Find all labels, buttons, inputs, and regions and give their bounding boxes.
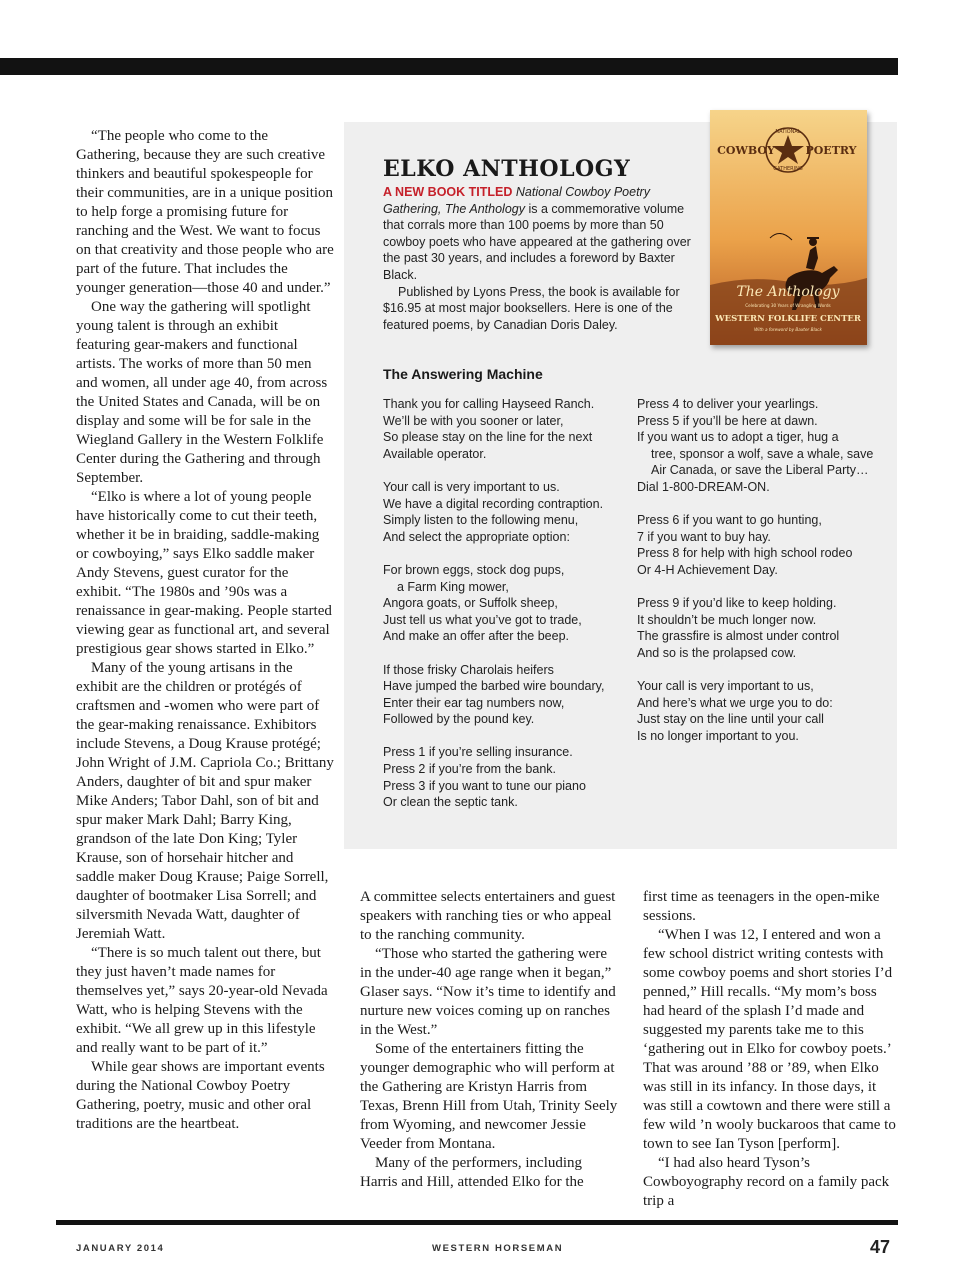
poem-line: Just tell us what you’ve got to trade, [383,612,582,627]
paragraph: Some of the entertainers fitting the younger demographic who will perform at the Gathering are Kristyn Harris from Texas, Brenn Hill from Utah, Trinity Seely from Wyoming, and newcomer Jessie Veeder from Montana. [360,1041,618,1152]
paragraph: One way the gathering will spotlight young talent is through an exhibit featuring gear-makers and functional artists. The works of more than 50 men and women, all under age 40, from across the United States and Canada, will be on display and some will be for sale in the Wiegland Gallery in the Western Folklife Center during the Gathering and through September. [76,299,328,486]
poem-line: Press 5 if you’ll be here at dawn. [637,413,818,428]
top-rule [0,58,898,75]
poem-line: 7 if you want to buy hay. [637,529,771,544]
poem-line: Press 6 if you want to go hunting, [637,513,822,528]
poem-line: And select the appropriate option: [383,529,570,544]
paragraph: “I had also heard Tyson’s Cowboyography record on a family pack trip a [643,1155,890,1209]
footer-date: JANUARY 2014 [76,1243,165,1254]
poem-line: a Farm King mower, [397,579,509,594]
paragraph: A committee selects entertainers and guest speakers with ranching ties or who appeal to the ranching community. [360,889,616,943]
intro-text: is a commemorative volume that corrals more than 100 poems by more than 50 cowboy poets who have appeared at the gathering over the past 30 years, and includes a foreword by Baxter Black. [383,201,691,282]
poem-line: Simply listen to the following menu, [383,513,579,528]
poem-line: Angora goats, or Suffolk sheep, [383,596,558,611]
logo-bottom: GATHERING [773,166,803,172]
sidebar-intro [383,184,693,333]
poem-line: Air Canada, or save the Liberal Party… [651,463,869,478]
book-cover-image [710,110,867,345]
poem-line: And make an offer after the beep. [383,629,570,644]
cover-foreword: With a foreword by Baxter Black [754,327,822,332]
poem-line: Press 2 if you’re from the bank. [383,762,556,777]
footer-publication: WESTERN HORSEMAN [432,1243,564,1254]
poem-line: Your call is very important to us, [637,679,814,694]
logo-left: COWBOY [717,144,775,157]
poem-line: Press 9 if you’d like to keep holding. [637,596,837,611]
poem-line: Press 8 for help with high school rodeo [637,546,853,561]
sidebar-title: ELKO ANTHOLOGY [383,156,631,182]
cover-subtitle: Celebrating 30 Years of Wrangling Words [745,303,831,308]
paragraph: first time as teenagers in the open-mike sessions. [643,889,880,924]
book-cover-art [710,110,867,345]
bottom-rule [56,1220,898,1225]
poem-line: tree, sponsor a wolf, save a whale, save [651,446,874,461]
paragraph: “Those who started the gathering were in the under-40 age range when it began,” Glaser says. “Now it’s time to identify and nurture new voices coming up on ranches in the West.” [360,946,616,1038]
page-number: 47 [870,1237,891,1257]
poem-line: Press 1 if you’re selling insurance. [383,745,573,760]
poem-line: If those frisky Charolais heifers [383,662,554,677]
poem-line: We have a digital recording contraption. [383,496,604,511]
paragraph: “Elko is where a lot of young people have historically come to cut their teeth, whether it be in braiding, saddle-making or cowboying,” says Elko saddle maker Andy Stevens, guest curator for the exhibit. “The 1980s and ’90s was a renaissance in gear-making. People started viewing gear as functional art, and several prestigious gear shows started in Elko.” [76,489,332,657]
article-column-2 [360,888,618,1192]
poem-line: We’ll be with you sooner or later, [383,413,564,428]
poem-line: The grassfire is almost under control [637,629,840,644]
poem-line: Have jumped the barbed wire boundary, [383,679,605,694]
paragraph: “There is so much talent out there, but they just haven’t made names for themselves yet,” says 20-year-old Nevada Watt, who is helping Stevens with the exhibit. “We all grew up in this lifestyle and really want to be part of it.” [76,945,328,1056]
cover-publisher: WESTERN FOLKLIFE CENTER [715,314,861,324]
poem-line: Or 4-H Achievement Day. [637,562,778,577]
paragraph: Many of the performers, including Harris and Hill, attended Elko for the [360,1155,584,1190]
paragraph: Many of the young artisans in the exhibit are the children or protégés of craftsmen and -women who were part of the gear-making renaissance. Exhibitors include Stevens, a Doug Krause protégé; John Wright of J.M. Capriola Co.; Brittany Anders, daughter of bit and spur maker Mike Anders; Tabor Dahl, son of bit and spur maker Mark Dahl; Barry King, grandson of the late Don King; Tyler Krause, son of horsehair hitcher and saddle maker Doug Krause; Paige Sorrell, daughter of bootmaker Lisa Sorrell; and silversmith Nevada Watt, daughter of Jeremiah Watt. [76,660,334,942]
poem-line: And here’s what we urge you to do: [637,695,833,710]
poem-line: Is no longer important to you. [637,728,799,743]
logo-right: POETRY [805,144,857,157]
paragraph: “The people who come to the Gathering, because they are such creative thinkers and beautiful spokespeople for their communities, are in a unique position to help forge a promising future for ranching and the West. We want to focus on that creativity and those people who are part of the future. That includes the younger generation—those 40 and under.” [76,128,334,296]
poem-line: Thank you for calling Hayseed Ranch. [383,397,595,411]
poem-line: Your call is very important to us. [383,479,560,494]
poem-column-1 [383,396,633,811]
poem-line: If you want us to adopt a tiger, hug a [637,430,839,445]
paragraph: “When I was 12, I entered and won a few school district writing contests with some cowboy poems and short stories I’d penned,” Hill recalls. “My mom’s boss had heard of the splash I’d made and suggested my parents take me to this ‘gathering out in Elko for cowboy poets.’ That was around ’88 or ’89, when Elko was still in its infancy. In those days, it was still a cowtown and there were still a few wild ’n wooly buckaroos that came to town to see Ian Tyson [perform]. [643,927,896,1152]
poem-line: Just stay on the line until your call [637,712,824,727]
intro-lead: A NEW BOOK TITLED [383,185,513,199]
poem-line: Dial 1-800-DREAM-ON. [637,479,770,494]
poem-line: Followed by the pound key. [383,712,535,727]
article-column-1 [76,127,334,1134]
published-info: Published by Lyons Press, the book is available for $16.95 at most major booksellers. Here is one of the featured poems, by Canadian Doris Daley. [383,284,680,332]
poem-line: And so is the prolapsed cow. [637,645,797,660]
poem-line: Available operator. [383,446,487,461]
poem-line: It shouldn’t be much longer now. [637,612,817,627]
poem-title: The Answering Machine [383,366,543,382]
poem-line: Press 3 if you want to tune our piano [383,778,586,793]
poem-line: Or clean the septic tank. [383,795,518,810]
paragraph: While gear shows are important events during the National Cowboy Poetry Gathering, poetry, music and other oral traditions are the heartbeat. [76,1059,325,1132]
script-title: The Anthology [736,284,840,300]
poem-line: For brown eggs, stock dog pups, [383,562,565,577]
article-column-3 [643,888,901,1211]
logo-top: NATIONAL [775,129,801,135]
poem-line: So please stay on the line for the next [383,430,593,445]
poem-line: Press 4 to deliver your yearlings. [637,397,819,411]
book-title: National Cowboy Poetry Gathering, The Anthology [383,185,650,216]
poem-column-2 [637,396,887,744]
poem-line: Enter their ear tag numbers now, [383,695,565,710]
